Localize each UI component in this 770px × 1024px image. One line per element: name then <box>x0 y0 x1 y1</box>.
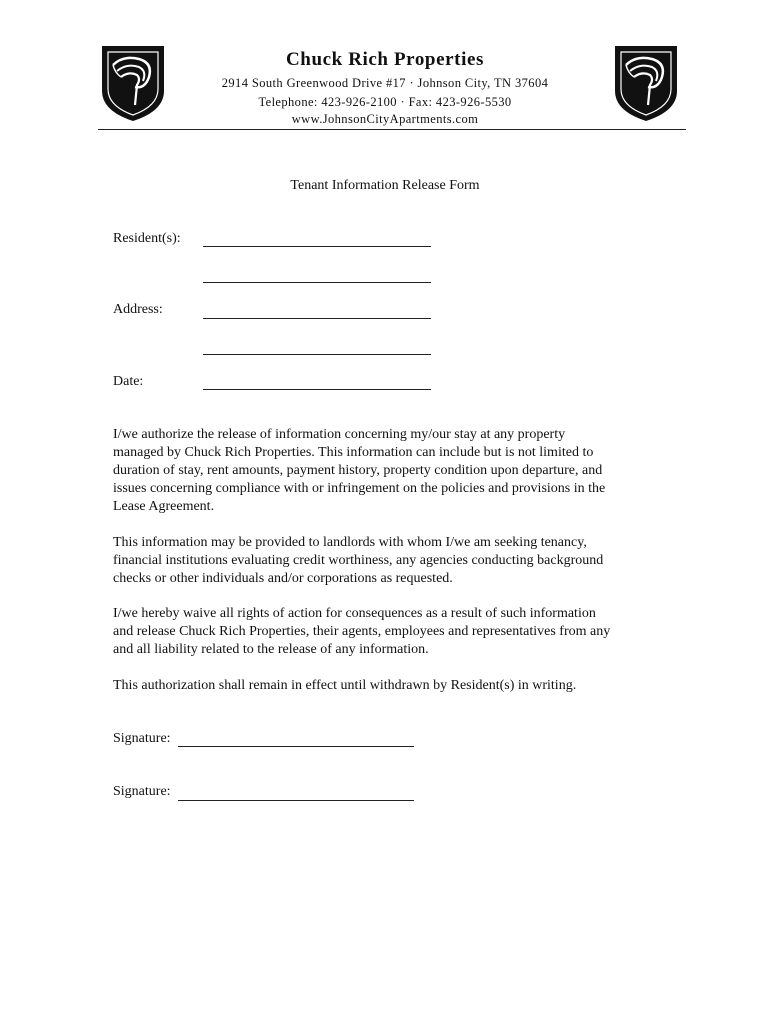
address-field-line-2[interactable] <box>203 354 431 355</box>
signature-1-line[interactable] <box>178 746 414 747</box>
company-website: www.JohnsonCityApartments.com <box>291 112 479 126</box>
authorization-paragraph: I/we authorize the release of information concerning my/our stay at any property managed by Chuck Rich Properties. This information can include but is not limited to duration of stay, rent amounts, payment history, property condition upon departure, and issues concerning compliance with or infringement on the policies and provisions in the Lease Agreement. <box>113 427 606 514</box>
duration-paragraph: This authorization shall remain in effect until withdrawn by Resident(s) in writing. <box>113 678 577 693</box>
company-name: Chuck Rich Properties <box>285 49 485 70</box>
shield-crest-icon <box>99 43 167 123</box>
address-field-line-1[interactable] <box>203 318 431 319</box>
waiver-paragraph: I/we hereby waive all rights of action for consequences as a result of such information and release Chuck Rich Properties, their agents, employees and representatives from any and all liability related to the release of any information. <box>113 606 611 657</box>
signature-2-label: Signature: <box>113 784 171 799</box>
residents-label: Resident(s): <box>113 231 181 246</box>
company-phone-fax: Telephone: 423-926-2100 · Fax: 423-926-5530 <box>258 95 512 109</box>
header-divider <box>98 129 686 130</box>
signature-1-label: Signature: <box>113 731 171 746</box>
date-field-line[interactable] <box>203 389 431 390</box>
residents-field-line-1[interactable] <box>203 246 431 247</box>
shield-crest-icon <box>612 43 680 123</box>
signature-2-line[interactable] <box>178 800 414 801</box>
residents-field-line-2[interactable] <box>203 282 431 283</box>
disclosure-paragraph: This information may be provided to landlords with whom I/we am seeking tenancy, financial institutions evaluating credit worthiness, any agencies conducting background checks or other individuals and/or corporations as requested. <box>113 535 604 586</box>
address-label: Address: <box>113 302 163 317</box>
company-address: 2914 South Greenwood Drive #17 · Johnson City, TN 37604 <box>221 76 549 90</box>
date-label: Date: <box>113 374 144 389</box>
form-title: Tenant Information Release Form <box>290 178 480 193</box>
